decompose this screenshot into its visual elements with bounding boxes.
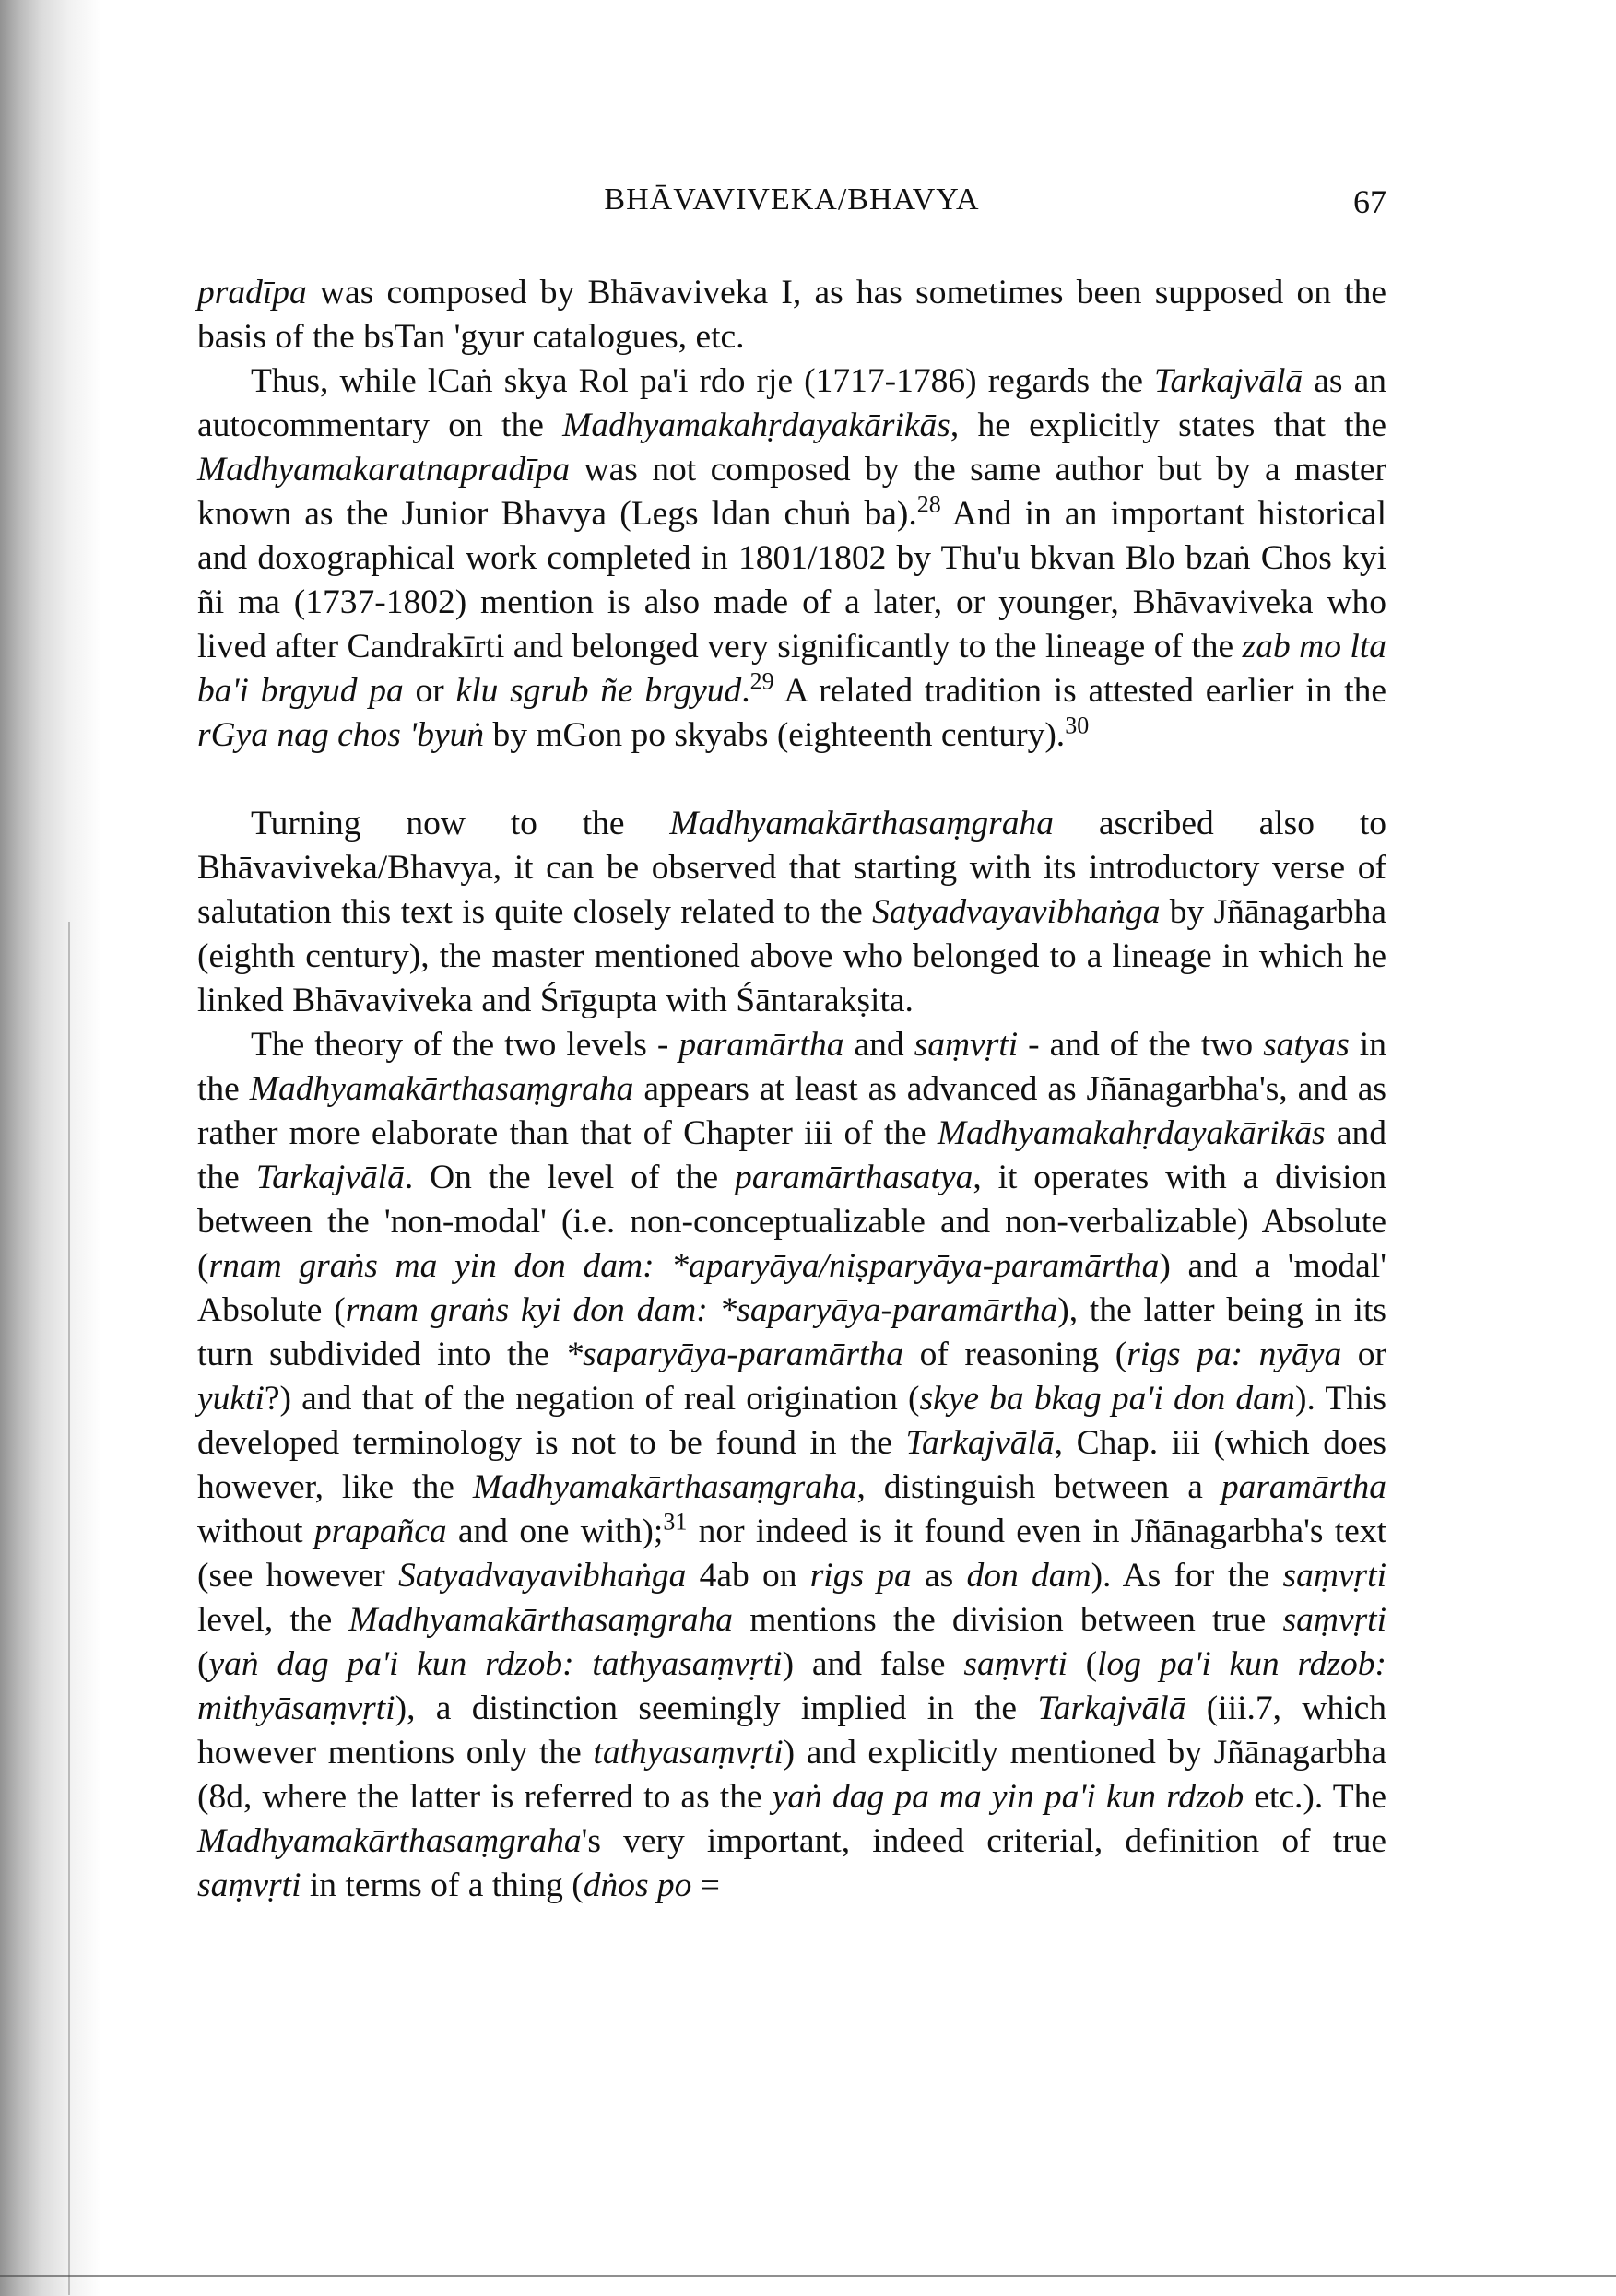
text-run: of reasoning ( bbox=[903, 1336, 1127, 1373]
text-run: etc.). The bbox=[1244, 1778, 1387, 1816]
italic-term: Madhyamakārthasaṃgraha bbox=[197, 1822, 582, 1860]
text-run: , he explicitly states that the bbox=[950, 406, 1386, 444]
italic-term: saṃvṛti bbox=[197, 1866, 301, 1904]
text-run: = bbox=[691, 1866, 720, 1904]
italic-term: Tarkajvālā bbox=[1037, 1690, 1186, 1727]
italic-term: prapañca bbox=[313, 1513, 447, 1550]
text-run: ?) and that of the negation of real origination ( bbox=[264, 1380, 920, 1418]
text-run: was not composed by the same author but by a master known as the Junior Bhavya (Legs ldan chuṅ ba). bbox=[197, 451, 1386, 533]
text-run: 4ab on bbox=[686, 1557, 810, 1595]
text-run: A related tradition is attested earlier in the bbox=[773, 672, 1386, 710]
text-run: as an autocommentary on the bbox=[197, 362, 1386, 444]
text-run: was composed by Bhāvaviveka I, as has sometimes been supposed on the basis of the bsTan 'gyur catalogues, etc. bbox=[197, 274, 1386, 356]
text-run: appears at least as advanced as Jñānagarbha's, and as rather more elaborate than that of Chapter iii of the bbox=[197, 1070, 1386, 1152]
italic-term: Madhyamakārthasaṃgraha bbox=[249, 1070, 634, 1108]
text-run: ( bbox=[1067, 1645, 1098, 1683]
italic-term: *saparyāya-paramārtha bbox=[565, 1336, 904, 1373]
italic-term: Tarkajvālā bbox=[905, 1424, 1055, 1462]
text-run: ( bbox=[197, 1645, 209, 1683]
italic-term: paramārtha bbox=[678, 1026, 844, 1064]
text-run: without bbox=[197, 1513, 314, 1550]
spine-edge-line bbox=[68, 922, 70, 2295]
paragraph bbox=[197, 802, 1386, 1023]
text-run: and the bbox=[197, 1114, 1386, 1196]
paragraph bbox=[197, 1023, 1386, 1908]
italic-term: skye ba bkag pa'i don dam bbox=[919, 1380, 1295, 1418]
bottom-edge-line bbox=[0, 2275, 1616, 2277]
text-run: or bbox=[403, 672, 456, 710]
italic-term: don dam bbox=[966, 1557, 1091, 1595]
italic-term: saṃvṛti bbox=[963, 1645, 1068, 1683]
italic-term: rGya nag chos 'byuṅ bbox=[197, 716, 485, 754]
italic-term: saṃvṛti bbox=[1282, 1601, 1386, 1639]
text-run: nor indeed is it found even in Jñānagarbha's text (see however bbox=[197, 1513, 1386, 1595]
text-run: 's very important, indeed criterial, definition of true bbox=[581, 1822, 1386, 1860]
text-run: ), the latter being in its turn subdivided into the bbox=[197, 1291, 1386, 1373]
italic-term: saṃvṛti bbox=[1282, 1557, 1386, 1595]
italic-term: saṃvṛti bbox=[914, 1026, 1019, 1064]
page-number: 67 bbox=[1353, 183, 1386, 220]
main-text bbox=[197, 271, 1386, 1908]
page-body bbox=[197, 183, 1386, 1908]
italic-term: yaṅ dag pa'i kun rdzob: tathyasaṃvṛti bbox=[208, 1645, 783, 1683]
italic-term: Madhyamakārthasaṃgraha bbox=[472, 1468, 857, 1506]
italic-term: Madhyamakārthasaṃgraha bbox=[348, 1601, 734, 1639]
text-run: ). This developed terminology is not to be found in the bbox=[197, 1380, 1386, 1462]
text-run: The theory of the two levels - bbox=[251, 1026, 679, 1064]
italic-term: Satyadvayavibhaṅga bbox=[872, 893, 1161, 931]
running-head-title: BHĀVAVIVEKA/BHAVYA bbox=[604, 183, 980, 217]
italic-term: Madhyamakaratnapradīpa bbox=[197, 451, 571, 489]
text-run: And in an important historical and doxographical work completed in 1801/1802 by Thu'u bkvan Blo bzaṅ Chos kyi ñi ma (1737-1802) mention is also made of a later, or younger, Bhāvaviveka who lived after Candrakīrti and belonged very significantly to the lineage of the bbox=[197, 495, 1386, 665]
text-run: mentions the division between true bbox=[733, 1601, 1283, 1639]
footnote-ref: 28 bbox=[916, 490, 941, 518]
text-run: Turning now to the bbox=[251, 805, 670, 842]
italic-term: log pa'i kun rdzob: mithyāsaṃvṛti bbox=[197, 1645, 1386, 1727]
footnote-ref: 30 bbox=[1065, 712, 1090, 739]
italic-term: Tarkajvālā bbox=[1154, 362, 1303, 400]
text-run: level, the bbox=[197, 1601, 349, 1639]
italic-term: klu sgrub ñe brgyud bbox=[455, 672, 742, 710]
footnote-ref: 29 bbox=[749, 667, 774, 695]
footnote-ref: 31 bbox=[663, 1508, 688, 1536]
italic-term: tathyasaṃvṛti bbox=[593, 1734, 784, 1772]
text-run: ) and a 'modal' Absolute ( bbox=[197, 1247, 1386, 1329]
text-run: in terms of a thing ( bbox=[301, 1866, 584, 1904]
text-run: . bbox=[741, 672, 750, 710]
text-run: - and of the two bbox=[1018, 1026, 1264, 1064]
italic-term: Madhyamakahṛdayakārikās bbox=[562, 406, 950, 444]
italic-term: Madhyamakahṛdayakārikās bbox=[937, 1114, 1326, 1152]
text-run: ascribed also to Bhāvaviveka/Bhavya, it can be observed that starting with its introductory verse of salutation this text is quite closely related to the bbox=[197, 805, 1387, 931]
text-run: . On the level of the bbox=[404, 1159, 735, 1196]
text-run: ) and false bbox=[782, 1645, 964, 1683]
text-run: ), a distinction seemingly implied in the bbox=[395, 1690, 1038, 1727]
italic-term: Satyadvayavibhaṅga bbox=[397, 1557, 687, 1595]
italic-term: rnam graṅs kyi don dam: *saparyāya-paramārtha bbox=[345, 1291, 1058, 1329]
text-run: by Jñānagarbha (eighth century), the master mentioned above who belonged to a lineage in which he linked Bhāvaviveka and Śrīgupta with Śāntarakṣita. bbox=[197, 893, 1386, 1019]
text-run: , it operates with a division between the 'non-modal' (i.e. non-conceptualizable and non-verbalizable) Absolute ( bbox=[197, 1159, 1386, 1285]
text-run: as bbox=[911, 1557, 967, 1595]
text-run: and bbox=[843, 1026, 914, 1064]
book-spine-shadow bbox=[0, 0, 101, 2296]
text-run: by mGon po skyabs (eighteenth century). bbox=[484, 716, 1066, 754]
text-run: ) and explicitly mentioned by Jñānagarbha (8d, where the latter is referred to as the bbox=[197, 1734, 1386, 1816]
italic-term: rigs pa: nyāya bbox=[1126, 1336, 1342, 1373]
italic-term: rnam graṅs ma yin don dam: *aparyāya/niṣparyāya-paramārtha bbox=[208, 1247, 1160, 1285]
text-run: in the bbox=[197, 1026, 1386, 1108]
italic-term: satyas bbox=[1263, 1026, 1350, 1064]
text-run: and one with); bbox=[446, 1513, 664, 1550]
italic-term: rigs pa bbox=[809, 1557, 912, 1595]
paragraph bbox=[197, 359, 1386, 758]
text-run: , distinguish between a bbox=[856, 1468, 1221, 1506]
text-run: Thus, while lCaṅ skya Rol pa'i rdo rje (1717-1786) regards the bbox=[251, 362, 1155, 400]
italic-term: Madhyamakārthasaṃgraha bbox=[669, 805, 1055, 842]
italic-term: yaṅ dag pa ma yin pa'i kun rdzob bbox=[772, 1778, 1244, 1816]
italic-term: pradīpa bbox=[197, 274, 307, 312]
text-run: or bbox=[1341, 1336, 1386, 1373]
italic-term: paramārthasatya bbox=[735, 1159, 973, 1196]
text-run: ). As for the bbox=[1091, 1557, 1283, 1595]
italic-term: zab mo lta ba'i brgyud pa bbox=[197, 628, 1386, 710]
text-run: , Chap. iii (which does however, like the bbox=[197, 1424, 1386, 1506]
text-run: (iii.7, which however mentions only the bbox=[197, 1690, 1387, 1772]
paragraph bbox=[197, 271, 1386, 359]
running-head bbox=[197, 183, 1386, 234]
italic-term: Tarkajvālā bbox=[255, 1159, 405, 1196]
italic-term: yukti bbox=[197, 1380, 265, 1418]
italic-term: paramārtha bbox=[1221, 1468, 1386, 1506]
italic-term: dṅos po bbox=[583, 1866, 692, 1904]
